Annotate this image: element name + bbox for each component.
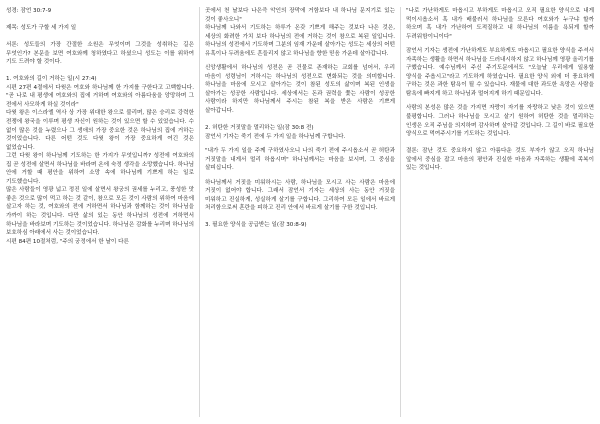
paragraph: 다윗 왕은 이스라엘 역사 상 가장 위대한 왕으로 불리며, 많은 승리로 강력한 전쟁에 왕국을 이루며 평생 자신이 원하는 것이 있으면 할 수 있었습니다. 수 없이 많은 것을 누렸으나 그 생애의 가장 중요한 것은 하나님의 집에 거하는 것이었습니다. 다른 어떤 것도 다윗 왕이 가장 중요하게 여긴 것은 없었습니다. [6,110,194,151]
column-left [6,7,194,417]
paragraph: "내가 두 가지 일을 주께 구하였사오니 나의 죽기 전에 주시옵소서 곧 허탄과 거짓말을 내게서 멀리 하옵시며" 하나님께서는 마음을 보시며, 그 중심을 살피십니다. [205,148,395,172]
column-middle [205,7,395,417]
paragraph: "나로 가난하게도 마옵시고 부하게도 마옵시고 오직 필요한 양식으로 내게 먹이시옵소서 혹 내가 배불러서 하나님을 모른다 여호와가 누구냐 할까 하오며 혹 내가 가난하여 도적질하고 내 하나님의 이름을 욕되게 할까 두려워함이니이다" [406,8,594,40]
paragraph: 곳에서 천 날보다 나은즉 악인의 장막에 거함보다 내 하나님 문지기로 있는 것이 좋사오니" [205,8,395,23]
paragraph: 하나님께 나와서 기도하는 하루가 온갖 기쁘게 해주는 것보다 나은 것은, 세상의 화려한 가치 보다 하나님의 전에 거하는 것이 참으로 복된 일입니다. 하나님의 성전에서 기도하며 그분의 임재 가운데 살아가는 성도는 세상의 어떤 유혹이나 두려움에도 흔들리지 않고 하나님을 향한 믿음 가운데 살아갑니다. [205,25,395,57]
paragraph: 잠언서 기자는 죽기 전에 두 가지 일을 하나님께 구합니다. [205,133,346,140]
column-divider [400,7,401,417]
column-right [406,7,594,417]
paragraph: 그런 다윗 왕이 하나님께 기도하는 한 가지가 무엇입니까? 성전에 여호와의 집 곧 성전에 살면서 하나님을 바라며 온에 숙정 생각을 소망했습니다. 하나님 안에 거할 때 평안을 위하여 소망 속에 하나님께 기쁘게 하는 일로 기도했습니다. [6,153,194,185]
column-divider [199,7,200,417]
introduction: 서론: 성도들의 가장 간절한 소원은 무엇이며 그것을 성취하는 길은 무엇인가? 본문을 보면 여호와께 청하였다고 하셨으니 성도는 이를 위하여 기도 드려야 할 것이다. [6,42,194,66]
paragraph: 신앙생활에서 하나님의 성전은 곧 건물로 존재하는 교회를 넘어서, 우리 마음이 성령님이 거하시는 하나님의 성전으로 변화되는 것을 의미합니다. 하나님을 마음에 모시고 살아가는 것이 참된 성도의 삶이며 복된 인생을 살아가는 성공한 사람입니다. 세상에서는 돈과 권력을 쫓는 사람이 성공한 사람이라 하지만 하나님께서 주시는 참된 복을 받은 사람은 기쁘게 살아갑니다. [205,65,395,115]
paragraph: 사람의 본성은 많은 것을 가지면 자랑이 자기를 자랑하고 낮은 것이 있으면 불평합니다. 그러나 하나님을 모시고 살기 원하여 허탄한 것을 멀리하는 인생은 오직 주님을 의지하며 감사하며 살아갈 것입니다. 그 길이 바로 필요한 양식으로 먹여주시기를 기도하는 것입니다. [406,105,594,138]
scripture-reference: 성경: 잠언 30:7-9 [6,8,52,14]
paragraph: 시편 27편 4절에서 다윗은 여호와 하나님께 한 가지를 구한다고 고백합니다. "곧 나로 내 평생에 여호와의 집에 거하며 여호와의 아름다움을 앙망하며 그 전에서 사모하게 하실 것이라" [6,84,194,108]
paragraph: 잠언서 기자는 생전에 가난하게도 부요하게도 마옵시고 필요한 양식을 주셔서 자족하는 생활을 하면서 하나님을 드러내시하지 않고 하나님께 영광 올리기를 구했습니다. 예수님께서 주신 주기도문에서도 "오늘날 우리에게 일용할 양식을 주옵시고"라고 기도하게 하였습니다. 필요한 양식 외에 더 풍요하게 구하는 것은 과한 탐욕이 될 수 있습니다. 재물에 대한 과도한 욕망은 사람을 탐욕에 빠지게 하고 하나님과 멀어지게 하기 때문입니다. [406,48,594,97]
sermon-title: 제목: 성도가 구할 세 가지 일 [6,25,77,32]
section-heading-3: 3. 필요한 양식을 공급받는 일(잠 30:8-9) [205,222,307,229]
conclusion: 결론: 잠난 것도 중요하지 않고 아름다운 것도 부자가 않고 오직 하나님 앞에서 중심을 잡고 마음의 평안과 진실한 마음과 자족하는 생활에 족복이 있는 것입니다. [406,148,594,172]
section-heading-1: 1. 여호와의 길이 거하는 일(시 27:4) [6,76,97,83]
paragraph: 하나님께서 거짓을 미워하시는 사람, 하나님을 모시고 사는 사람은 마음에 거짓이 없어야 합니다. 그래서 잠언서 기자는 세상의 사는 동안 거짓을 미워하고 진실하게, 성실하게 살기를 구합니다. 그리하여 모든 일에서 바르게 처리함으로써 혼란을 피하고 진리 안에서 바르게 살기를 구한 것입니다. [205,179,395,212]
paragraph: 많은 사람들이 영광 넓고 정진 일에 살면서 왕궁의 권세를 누리고, 풍성한 맛 좋은 것으로 많이 먹고 하는 것 같이, 참으로 모든 것이 사람의 위하여 마음에 살고자 하는 것, 여호와의 전에 거하면서 하나님과 함께하는 것이 하나님을 가까이 하는 것입니다. 다만 삶의 있는 동안 하나님의 성전에 거하면서 하나님을 바라보며 기도하는 것이었습니다. 하나님은 감화를 누리며 하나님의 보호하심 아래에서 사는 것이었습니다. [6,187,194,237]
section-heading-2: 2. 허탄한 거짓말을 멀리하는 일(잠 30:8 전) [205,125,314,132]
paragraph: 시편 84편 10절처럼, "주의 궁정에서 한 날이 다른 [6,238,129,245]
